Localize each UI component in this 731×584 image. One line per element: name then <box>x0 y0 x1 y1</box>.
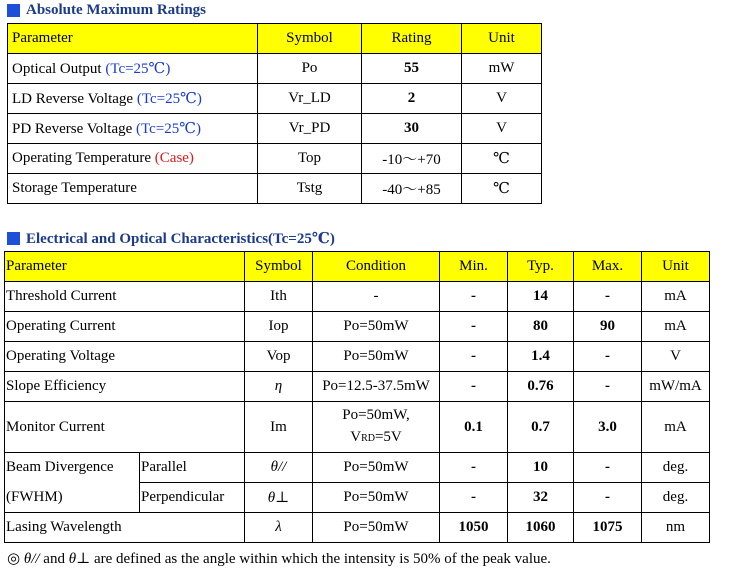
section-square-icon <box>7 232 20 245</box>
min-cell: 0.1 <box>440 402 508 453</box>
header-parameter: Parameter <box>5 252 245 282</box>
header-rating: Rating <box>362 24 462 54</box>
unit-cell: ℃ <box>462 174 542 204</box>
rating-cell: 30 <box>362 114 462 144</box>
condition-cell: Po=12.5-37.5mW <box>313 372 440 402</box>
condition-line1: Po=50mW, <box>342 407 410 423</box>
unit-cell: mA <box>642 402 710 453</box>
table-row <box>5 483 710 513</box>
condition-cell: Po=50mW <box>313 342 440 372</box>
symbol-cell: λ <box>245 513 313 543</box>
table-row <box>5 282 710 312</box>
unit-cell: V <box>462 84 542 114</box>
param-name: (FWHM) <box>5 483 140 513</box>
typ-cell: 10 <box>508 453 574 483</box>
max-cell: - <box>574 342 642 372</box>
section-square-icon <box>7 4 20 17</box>
section1-title-text: Absolute Maximum Ratings <box>26 2 207 18</box>
max-cell: - <box>574 483 642 513</box>
min-cell: - <box>440 312 508 342</box>
header-symbol: Symbol <box>245 252 313 282</box>
condition-cell: Po=50mW <box>313 513 440 543</box>
param-name: Optical Output <box>12 61 102 77</box>
double-circle-icon: ◎ <box>7 551 21 567</box>
min-cell: - <box>440 372 508 402</box>
min-cell: - <box>440 342 508 372</box>
param-name: Beam Divergence <box>5 453 140 483</box>
unit-cell: mW <box>462 54 542 84</box>
symbol-cell: θ⊥ <box>245 483 313 513</box>
table-row <box>8 84 542 114</box>
footnote-symbol-perpendicular: θ⊥ <box>68 551 91 567</box>
condition-cell: Po=50mW <box>313 453 440 483</box>
table-row <box>5 402 710 453</box>
footnote <box>7 549 551 568</box>
typ-cell: 1.4 <box>508 342 574 372</box>
typ-cell: 14 <box>508 282 574 312</box>
symbol-cell: θ// <box>245 453 313 483</box>
header-symbol: Symbol <box>258 24 362 54</box>
table-row <box>5 453 710 483</box>
section1-title <box>7 2 206 19</box>
symbol-cell: Im <box>245 402 313 453</box>
header-unit: Unit <box>462 24 542 54</box>
footnote-symbol-parallel: θ// <box>23 551 40 567</box>
typ-cell: 0.7 <box>508 402 574 453</box>
section2-title-text: Electrical and Optical Characteristics(Tc=25℃) <box>26 231 335 247</box>
max-cell: 1075 <box>574 513 642 543</box>
unit-cell: ℃ <box>462 144 542 174</box>
symbol-cell: Vr_LD <box>258 84 362 114</box>
param-name: Storage Temperature <box>12 180 137 196</box>
footnote-and: and <box>43 551 65 567</box>
typ-cell: 0.76 <box>508 372 574 402</box>
param-note: (Case) <box>154 150 194 166</box>
sub-param-parallel: Parallel <box>140 453 245 483</box>
symbol-cell: Iop <box>245 312 313 342</box>
param-name: PD Reverse Voltage <box>12 121 133 137</box>
rating-cell: 55 <box>362 54 462 84</box>
footnote-text: are defined as the angle within which the intensity is 50% of the peak value. <box>93 551 551 567</box>
table-row <box>5 342 710 372</box>
unit-cell: deg. <box>642 483 710 513</box>
min-cell: - <box>440 483 508 513</box>
rating-cell: 2 <box>362 84 462 114</box>
max-cell: 3.0 <box>574 402 642 453</box>
table-header-row <box>5 252 710 282</box>
param-note: (Tc=25℃) <box>105 61 171 77</box>
unit-cell: deg. <box>642 453 710 483</box>
typ-cell: 80 <box>508 312 574 342</box>
header-parameter: Parameter <box>8 24 258 54</box>
unit-cell: mA <box>642 312 710 342</box>
max-cell: 90 <box>574 312 642 342</box>
symbol-cell: Tstg <box>258 174 362 204</box>
rating-cell: -40～+85 <box>362 174 462 204</box>
header-condition: Condition <box>313 252 440 282</box>
absolute-max-ratings-table <box>7 23 542 204</box>
param-name: LD Reverse Voltage <box>12 91 134 107</box>
symbol-cell: Vr_PD <box>258 114 362 144</box>
header-min: Min. <box>440 252 508 282</box>
min-cell: - <box>440 453 508 483</box>
table-row <box>5 513 710 543</box>
unit-cell: mA <box>642 282 710 312</box>
param-name: Operating Temperature <box>12 150 152 166</box>
header-max: Max. <box>574 252 642 282</box>
typ-cell: 32 <box>508 483 574 513</box>
symbol-cell: Vop <box>245 342 313 372</box>
table-row <box>8 114 542 144</box>
max-cell: - <box>574 453 642 483</box>
symbol-cell: Ith <box>245 282 313 312</box>
param-name: Monitor Current <box>5 402 245 453</box>
unit-cell: nm <box>642 513 710 543</box>
condition-cell: Po=50mW <box>313 312 440 342</box>
table-row <box>8 54 542 84</box>
header-typ: Typ. <box>508 252 574 282</box>
electrical-optical-table <box>4 251 710 543</box>
unit-cell: V <box>642 342 710 372</box>
param-note: (Tc=25℃) <box>136 91 202 107</box>
param-name: Slope Efficiency <box>5 372 245 402</box>
table-row <box>5 372 710 402</box>
table-header-row <box>8 24 542 54</box>
param-name: Lasing Wavelength <box>5 513 245 543</box>
max-cell: - <box>574 372 642 402</box>
symbol-cell: Po <box>258 54 362 84</box>
rating-cell: -10～+70 <box>362 144 462 174</box>
unit-cell: V <box>462 114 542 144</box>
condition-cell: Po=50mW <box>313 483 440 513</box>
condition-cell: - <box>313 282 440 312</box>
param-name: Operating Current <box>5 312 245 342</box>
table-row <box>8 174 542 204</box>
min-cell: 1050 <box>440 513 508 543</box>
section2-title <box>7 229 335 248</box>
min-cell: - <box>440 282 508 312</box>
table-row <box>5 312 710 342</box>
unit-cell: mW/mA <box>642 372 710 402</box>
header-unit: Unit <box>642 252 710 282</box>
symbol-cell: η <box>245 372 313 402</box>
condition-cell <box>313 402 440 453</box>
sub-param-perpendicular: Perpendicular <box>140 483 245 513</box>
param-note: (Tc=25℃) <box>136 121 202 137</box>
table-row <box>8 144 542 174</box>
param-name: Threshold Current <box>5 282 245 312</box>
typ-cell: 1060 <box>508 513 574 543</box>
param-name: Operating Voltage <box>5 342 245 372</box>
max-cell: - <box>574 282 642 312</box>
symbol-cell: Top <box>258 144 362 174</box>
condition-line2: VRD=5V <box>350 429 402 445</box>
